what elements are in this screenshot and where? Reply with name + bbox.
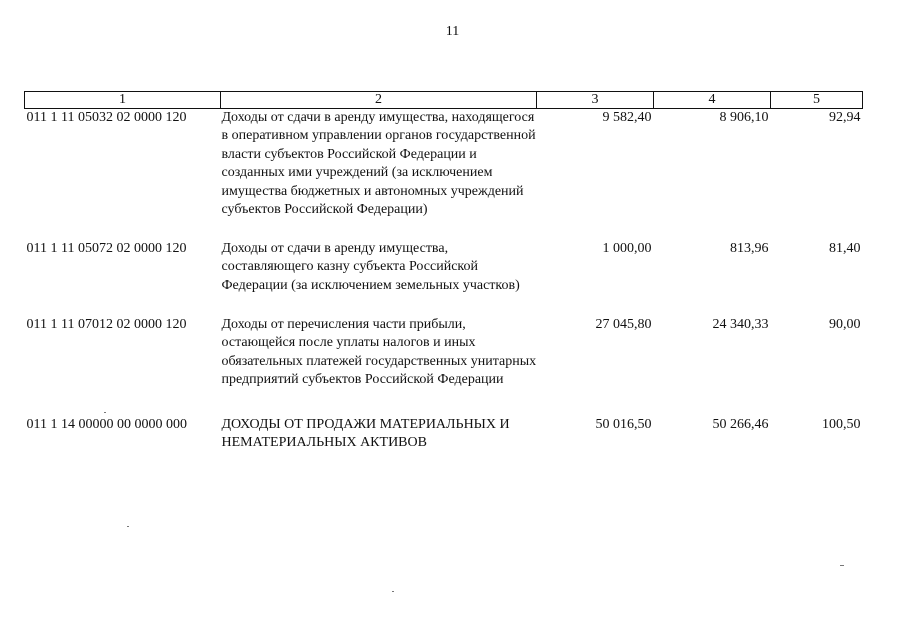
header-row: [25, 92, 863, 109]
scan-speck: [104, 412, 106, 413]
row-value-col5: 100,50: [822, 417, 861, 432]
row-code: 011 1 11 05032 02 0000 120: [26, 110, 187, 125]
row-code: 011 1 11 05072 02 0000 120: [26, 241, 187, 256]
row-code: 011 1 11 07012 02 0000 120: [26, 317, 187, 332]
row-value-col4: 8 906,10: [719, 110, 769, 125]
row-description: Доходы от сдачи в аренду имущества, составляющего казну субъекта Российской Федерации (за исключением земельных участков): [221, 241, 520, 293]
row-description: Доходы от сдачи в аренду имущества, находящегося в оперативном управлении органов государственной власти субъектов Российской Федерации и созданных ими учреждений (за исключением имущества бюджетных и автономных учреждений субъектов Российской Федерации): [221, 110, 536, 218]
table-row: [25, 240, 863, 316]
row-description: Доходы от перечисления части прибыли, остающейся после уплаты налогов и иных обязательных платежей государственных унитарных предприятий субъектов Российской Федерации: [221, 317, 537, 388]
row-code: 011 1 14 00000 00 0000 000: [26, 417, 187, 432]
header-col-1: 1: [25, 92, 221, 109]
header-col-4: 4: [654, 92, 771, 109]
row-value-col5: 92,94: [829, 110, 861, 125]
table-row: [25, 109, 863, 241]
row-value-col5: 90,00: [829, 317, 861, 332]
scan-speck: [840, 565, 844, 566]
row-value-col4: 24 340,33: [712, 317, 769, 332]
row-value-col5: 81,40: [829, 241, 861, 256]
revenue-table: [24, 91, 863, 458]
header-col-2: 2: [221, 92, 537, 109]
row-value-col4: 813,96: [730, 241, 769, 256]
row-value-col3: 1 000,00: [602, 241, 652, 256]
row-value-col4: 50 266,46: [712, 417, 769, 432]
table-row: [25, 416, 863, 458]
header-col-3: 3: [537, 92, 654, 109]
row-value-col3: 27 045,80: [595, 317, 652, 332]
row-value-col3: 9 582,40: [602, 110, 652, 125]
row-value-col3: 50 016,50: [595, 417, 652, 432]
row-description: ДОХОДЫ ОТ ПРОДАЖИ МАТЕРИАЛЬНЫХ И НЕМАТЕРИАЛЬНЫХ АКТИВОВ: [221, 417, 510, 451]
header-col-5: 5: [771, 92, 863, 109]
scan-speck: [392, 591, 394, 592]
page-number: 11: [445, 24, 460, 39]
scan-speck: [127, 526, 129, 527]
table-row: [25, 316, 863, 416]
